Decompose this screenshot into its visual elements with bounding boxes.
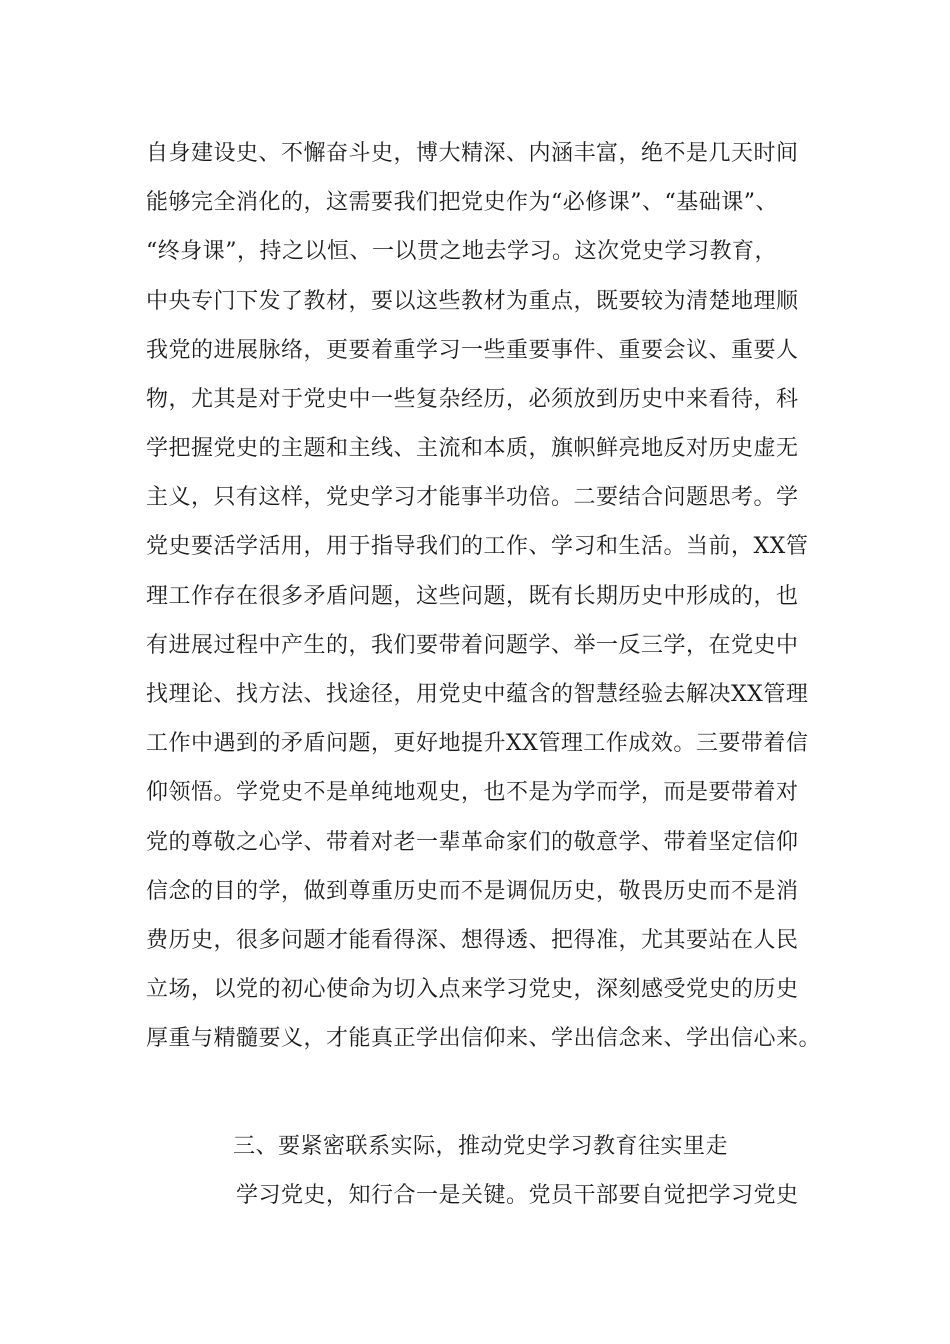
paragraph-line: 理工作存在很多矛盾问题，这些问题，既有长期历史中形成的，也	[146, 584, 799, 609]
paragraph-line: 厚重与精髓要义，才能真正学出信仰来、学出信念来、学出信心来。	[146, 1026, 822, 1051]
paragraph-line: 党史要活学活用，用于指导我们的工作、学习和生活。当前，XX管	[146, 534, 809, 559]
paragraph-line: 有进展过程中产生的，我们要带着问题学、举一反三学，在党史中	[146, 633, 799, 658]
paragraph-line: 仰领悟。学党史不是单纯地观史，也不是为学而学，而是要带着对	[146, 780, 799, 805]
paragraph-line: 自身建设史、不懈奋斗史，博大精深、内涵丰富，绝不是几天时间	[146, 141, 799, 166]
paragraph-line: 中央专门下发了教材，要以这些教材为重点，既要较为清楚地理顺	[146, 289, 799, 314]
paragraph-line: 主义，只有这样，党史学习才能事半功倍。二要结合问题思考。学	[146, 485, 799, 510]
paragraph-line: 能够完全消化的，这需要我们把党史作为“必修课”、“基础课”、	[146, 190, 778, 215]
paragraph-line: 学把握党史的主题和主线、主流和本质，旗帜鲜亮地反对历史虚无	[146, 436, 799, 461]
paragraph-first-line: 学习党史，知行合一是关键。党员干部要自觉把学习党史	[236, 1183, 799, 1208]
section-heading: 三、要紧密联系实际，推动党史学习教育往实里走	[233, 1134, 729, 1159]
paragraph-line: 我党的进展脉络，更要着重学习一些重要事件、重要会议、重要人	[146, 338, 799, 363]
paragraph-line: 工作中遇到的矛盾问题，更好地提升XX管理工作成效。三要带着信	[146, 731, 809, 756]
paragraph-line: 立场，以党的初心使命为切入点来学习党史，深刻感受党史的历史	[146, 977, 799, 1002]
paragraph-line: 找理论、找方法、找途径，用党史中蕴含的智慧经验去解决XX管理	[146, 682, 809, 707]
paragraph-line: 党的尊敬之心学、带着对老一辈革命家们的敬意学、带着坚定信仰	[146, 830, 799, 855]
paragraph-line: 信念的目的学，做到尊重历史而不是调侃历史，敬畏历史而不是消	[146, 879, 799, 904]
paragraph-line: 费历史，很多问题才能看得深、想得透、把得准，尤其要站在人民	[146, 928, 799, 953]
paragraph-line: 物，尤其是对于党史中一些复杂经历，必须放到历史中来看待，科	[146, 387, 799, 412]
paragraph-line: “终身课”，持之以恒、一以贯之地去学习。这次党史学习教育，	[146, 239, 777, 264]
